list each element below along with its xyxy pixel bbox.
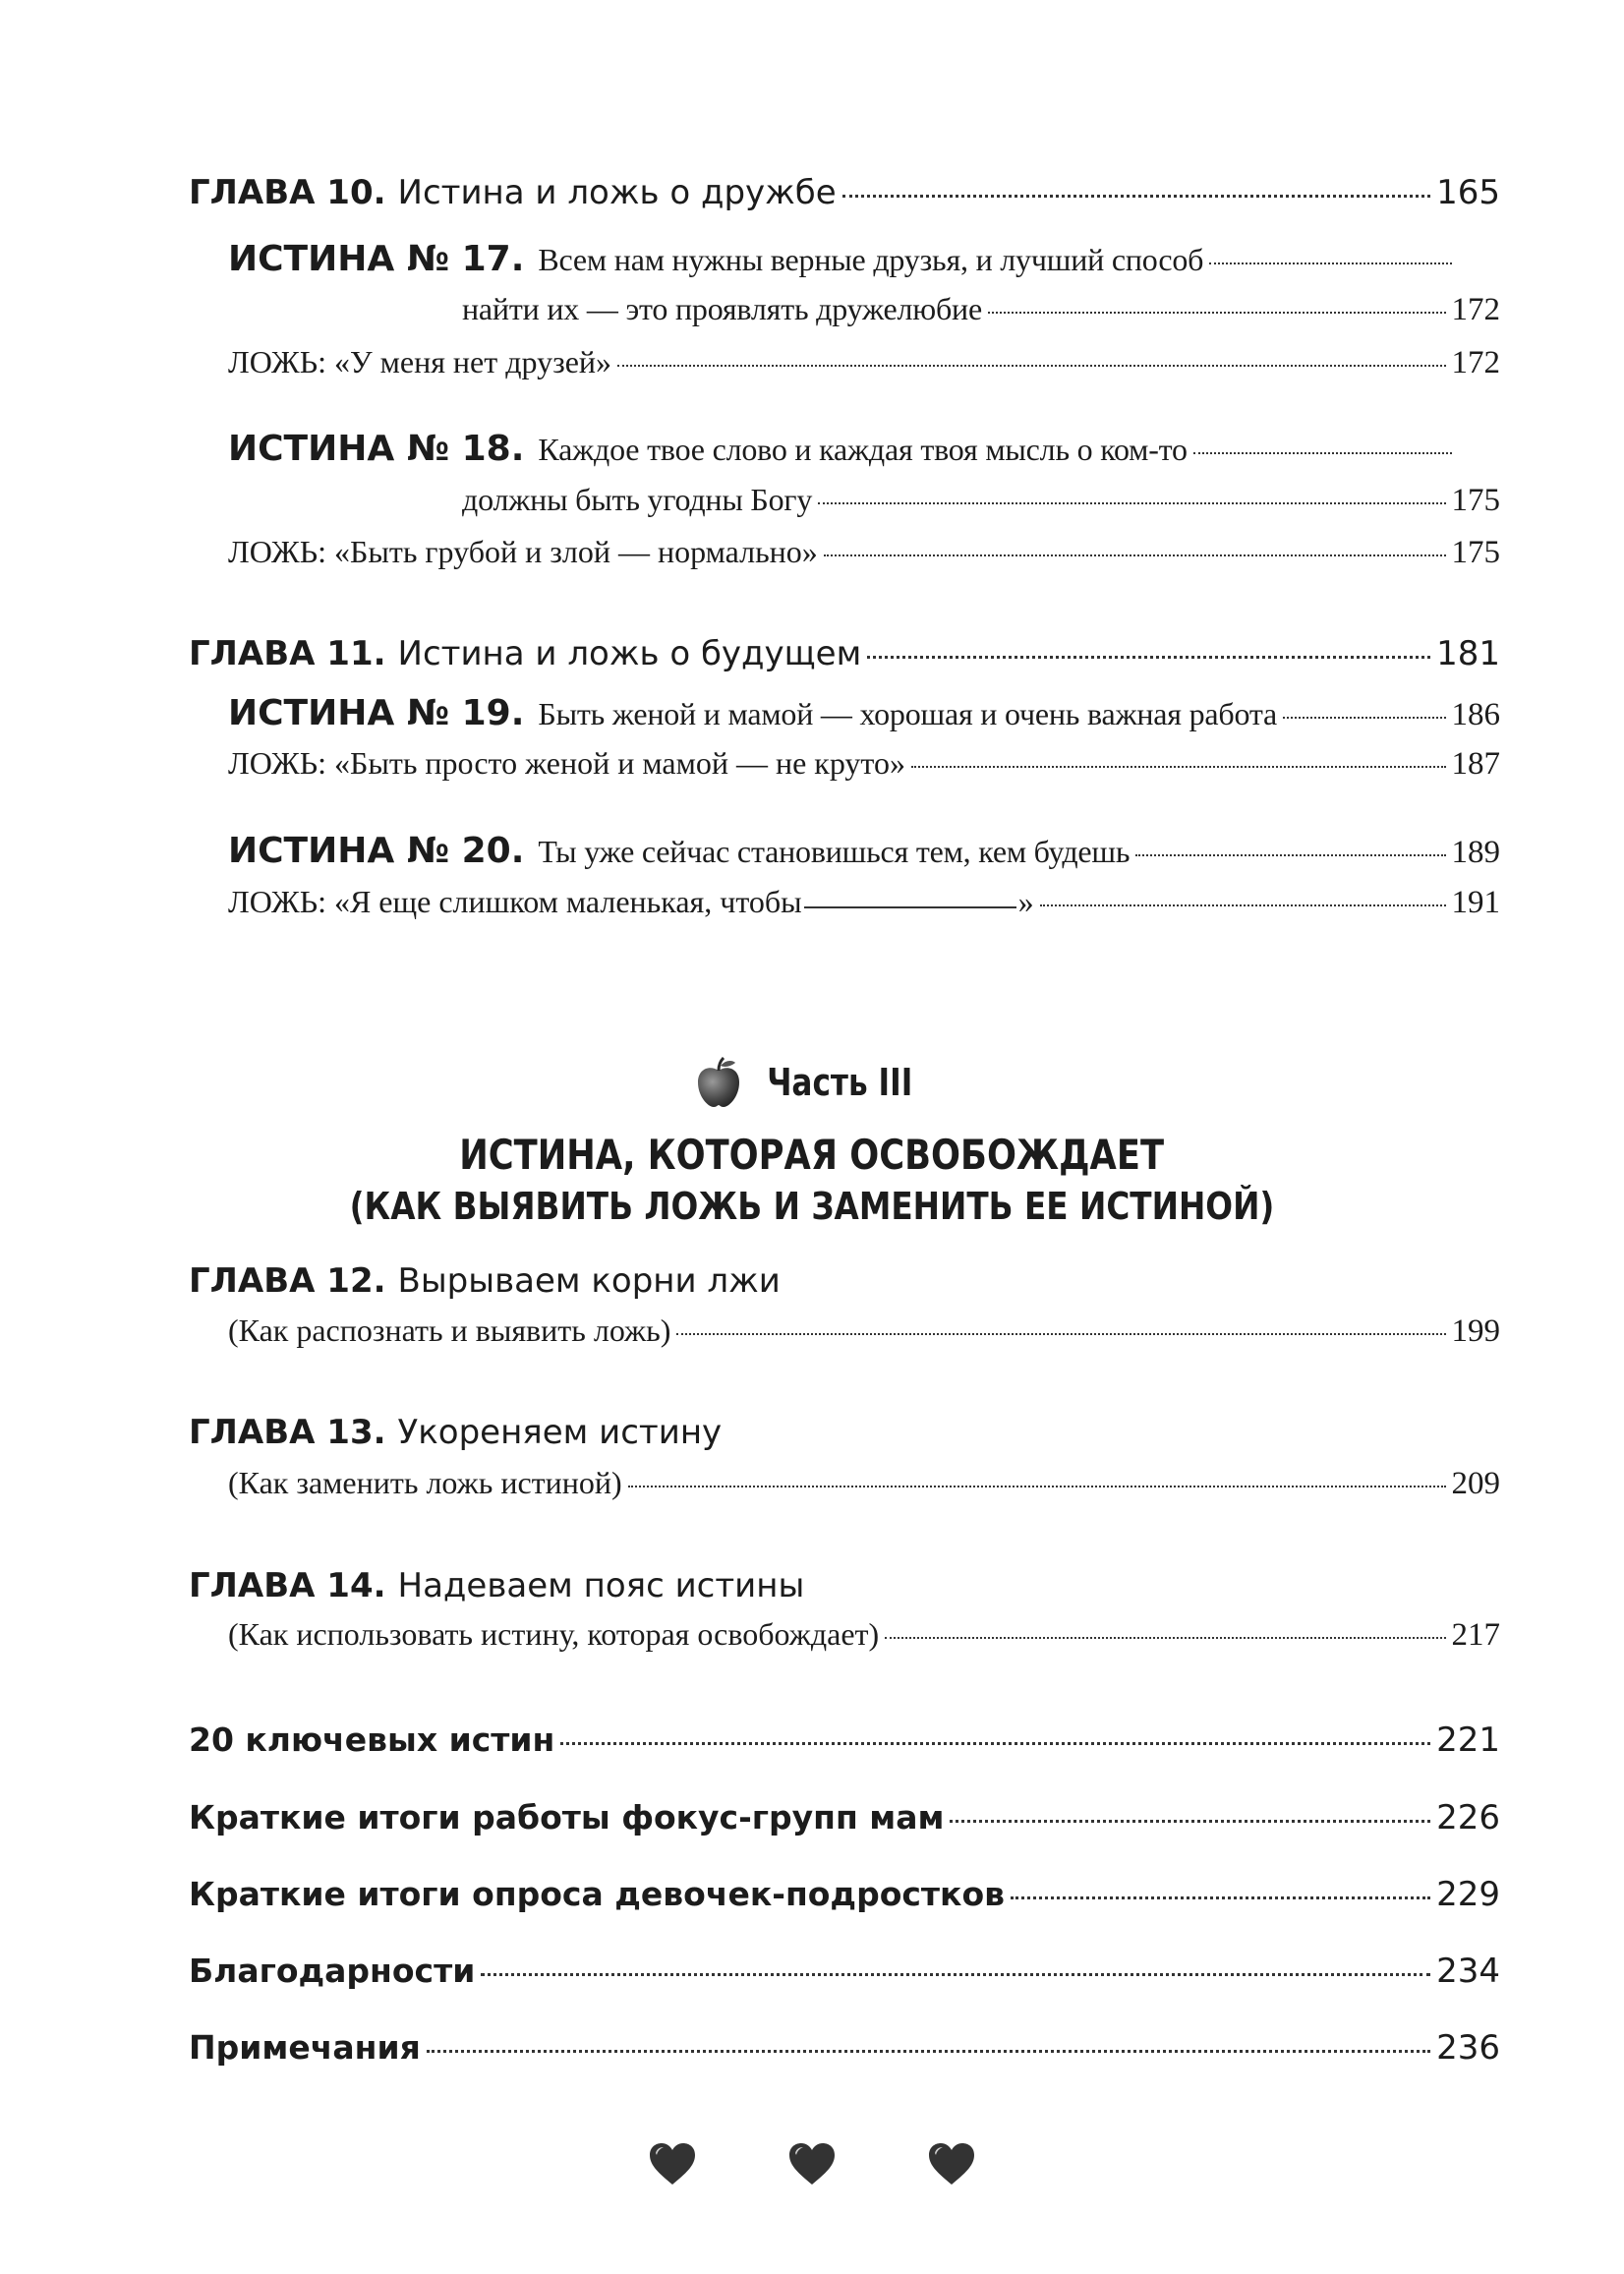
dot-leader <box>560 1742 1430 1745</box>
toc-entry-chapter-10[interactable] <box>189 173 1500 212</box>
toc-entry-chapter-12[interactable] <box>189 1261 1500 1301</box>
dot-leader <box>676 1333 1445 1335</box>
part-subtitle-line <box>0 1185 1624 1228</box>
dot-leader <box>1193 452 1452 454</box>
part-heading <box>0 1057 1624 1113</box>
page-number: 175 <box>1451 483 1500 518</box>
part-subtitle: (КАК ВЫЯВИТЬ ЛОЖЬ И ЗАМЕНИТЬ ЕЕ ИСТИНОЙ) <box>349 1185 1275 1228</box>
lie-text: ЛОЖЬ: «Быть грубой и злой — нормально» <box>228 534 818 569</box>
page-number: 172 <box>1451 292 1500 327</box>
toc-entry-truth-20[interactable] <box>228 831 1500 871</box>
toc-entry-lie-18[interactable] <box>228 534 1500 571</box>
toc-entry-chapter-13-sub[interactable] <box>228 1465 1500 1502</box>
lie-text: ЛОЖЬ: «Я еще слишком маленькая, чтобы <box>228 884 802 919</box>
toc-entry-truth-17[interactable] <box>228 239 1500 279</box>
toc-entry-key-truths[interactable] <box>189 1720 1500 1760</box>
page-number: 217 <box>1451 1617 1500 1653</box>
toc-entry-chapter-14-sub[interactable] <box>228 1616 1500 1654</box>
dot-leader <box>885 1637 1445 1639</box>
toc-entry-chapter-13[interactable] <box>189 1413 1500 1452</box>
toc-entry-truth-19[interactable] <box>228 693 1500 733</box>
truth-label: ИСТИНА № 19. <box>228 693 525 733</box>
lie-text: ЛОЖЬ: «У меня нет друзей» <box>228 344 612 379</box>
heart-icon <box>787 2141 837 2187</box>
chapter-label: ГЛАВА 11. <box>189 634 386 673</box>
page-number: 165 <box>1436 173 1500 212</box>
dot-leader <box>481 1973 1430 1976</box>
page-number: 234 <box>1436 1952 1500 1991</box>
dot-leader <box>842 195 1430 198</box>
dot-leader <box>818 502 1445 504</box>
page-number: 229 <box>1436 1875 1500 1914</box>
toc-entry-chapter-14[interactable] <box>189 1566 1500 1605</box>
chapter-title: Истина и ложь о будущем <box>397 634 862 673</box>
toc-entry-acknowledgements[interactable] <box>189 1952 1500 1991</box>
entry-title: Краткие итоги опроса девочек-подростков <box>189 1875 1006 1913</box>
dot-leader <box>824 554 1446 556</box>
entry-title: 20 ключевых истин <box>189 1720 555 1759</box>
page-number: 199 <box>1451 1313 1500 1349</box>
truth-label: ИСТИНА № 17. <box>228 239 525 279</box>
chapter-label: ГЛАВА 13. <box>189 1413 386 1452</box>
page-number: 186 <box>1451 697 1500 732</box>
dot-leader <box>867 656 1430 659</box>
dot-leader <box>1011 1896 1430 1899</box>
chapter-subtitle: (Как использовать истину, которая освобождает) <box>228 1616 880 1652</box>
page-number: 226 <box>1436 1798 1500 1837</box>
page-number: 221 <box>1436 1720 1500 1760</box>
dot-leader <box>617 365 1445 367</box>
toc-entry-truth-18[interactable] <box>228 429 1500 469</box>
truth-text-continued: должны быть угодны Богу <box>462 482 813 517</box>
truth-text: Каждое твое слово и каждая твоя мысль о ком-то <box>538 432 1188 467</box>
lie-text: ЛОЖЬ: «Быть просто женой и мамой — не круто» <box>228 745 905 781</box>
truth-text: Всем нам нужны верные друзья, и лучший способ <box>538 242 1204 277</box>
toc-entry-chapter-11[interactable] <box>189 634 1500 673</box>
page-number: 175 <box>1451 535 1500 570</box>
part-label: Часть III <box>766 1061 913 1104</box>
chapter-label: ГЛАВА 10. <box>189 173 386 212</box>
dot-leader <box>628 1486 1446 1487</box>
dot-leader <box>1135 854 1445 856</box>
heart-icon <box>927 2141 976 2187</box>
truth-text-continued: найти их — это проявлять дружелюбие <box>462 291 982 326</box>
dot-leader <box>950 1820 1430 1823</box>
dot-leader <box>1209 262 1451 264</box>
toc-entry-truth-18-cont[interactable] <box>462 482 1500 519</box>
apple-icon <box>696 1057 741 1108</box>
fill-in-blank <box>804 905 1016 908</box>
dot-leader <box>427 2050 1430 2053</box>
dot-leader <box>1283 717 1445 719</box>
heart-icon <box>648 2141 697 2187</box>
entry-title: Краткие итоги работы фокус-групп мам <box>189 1798 945 1837</box>
chapter-subtitle: (Как заменить ложь истиной) <box>228 1465 622 1500</box>
truth-text: Ты уже сейчас становишься тем, кем будешь <box>538 834 1131 869</box>
page-number: 189 <box>1451 835 1500 870</box>
toc-entry-notes[interactable] <box>189 2028 1500 2068</box>
part-title-line <box>0 1131 1624 1179</box>
entry-title: Примечания <box>189 2028 421 2067</box>
dot-leader <box>911 766 1446 768</box>
page-number: 209 <box>1451 1466 1500 1501</box>
truth-label: ИСТИНА № 20. <box>228 831 525 871</box>
toc-entry-lie-19[interactable] <box>228 745 1500 783</box>
chapter-subtitle: (Как распознать и выявить ложь) <box>228 1312 671 1348</box>
chapter-title: Вырываем корни лжи <box>397 1261 781 1301</box>
chapter-title: Надеваем пояс истины <box>397 1566 805 1605</box>
toc-entry-teen-survey[interactable] <box>189 1875 1500 1914</box>
page-number: 191 <box>1451 885 1500 920</box>
chapter-title: Укореняем истину <box>397 1413 723 1452</box>
part-title: ИСТИНА, КОТОРАЯ ОСВОБОЖДАЕТ <box>459 1131 1165 1179</box>
toc-entry-lie-17[interactable] <box>228 344 1500 381</box>
entry-title: Благодарности <box>189 1952 476 1990</box>
heart-ornament-row <box>0 2141 1624 2187</box>
chapter-label: ГЛАВА 14. <box>189 1566 386 1605</box>
toc-entry-truth-17-cont[interactable] <box>462 291 1500 328</box>
toc-entry-moms-focus-groups[interactable] <box>189 1798 1500 1837</box>
toc-entry-chapter-12-sub[interactable] <box>228 1312 1500 1350</box>
chapter-label: ГЛАВА 12. <box>189 1261 386 1301</box>
dot-leader <box>988 312 1446 314</box>
page-number: 187 <box>1451 746 1500 782</box>
chapter-title: Истина и ложь о дружбе <box>397 173 837 212</box>
truth-text: Быть женой и мамой — хорошая и очень важная работа <box>538 696 1278 731</box>
lie-text-end: » <box>1017 884 1034 919</box>
page-number: 181 <box>1436 634 1500 673</box>
dot-leader <box>1040 904 1446 906</box>
page-number: 172 <box>1451 345 1500 380</box>
page-number: 236 <box>1436 2028 1500 2068</box>
toc-entry-lie-20[interactable] <box>228 884 1500 921</box>
truth-label: ИСТИНА № 18. <box>228 429 525 469</box>
